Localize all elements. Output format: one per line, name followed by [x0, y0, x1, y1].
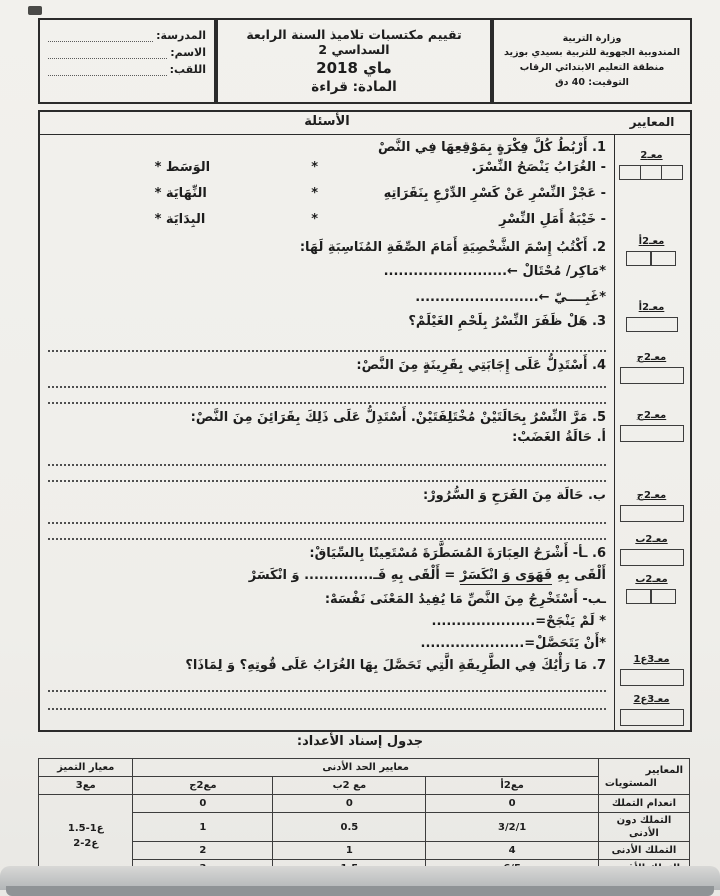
match-row [48, 212, 606, 227]
exam-subject: المادة: قراءة [311, 79, 397, 95]
question-3-title: 3. هَلْ ظَفَرَ النِّسْرُ بِلَحْمِ الغَيْلَمْ؟ [408, 314, 606, 329]
grades-corner-levels: المستويات [604, 777, 657, 789]
criteria-item: معـ3ع1 [619, 654, 684, 686]
questions-header: الأسئلة [304, 114, 350, 129]
match-place: * النِّهَايَة [154, 186, 207, 201]
excellence-criteria-header: معيار التميز [39, 759, 133, 777]
level-label: التملك دون الأدنى [598, 813, 689, 842]
answer-line [48, 402, 606, 404]
answer-line [48, 350, 606, 352]
question-6a-title: 6. ـأ- أَشْرَحُ العِبَارَةَ المُسَطَّرَةَ مُسْتَعِينًا بِالسِّيَاقْ: [309, 546, 606, 561]
min-criteria-header: معايير الحد الأدنى [133, 759, 598, 777]
grade-value: 0 [273, 795, 426, 813]
question-7-title: 7. مَا رَأْيُكَ فِي الطَّرِيقَةِ الَّتِي تَحَصَّلَ بِهَا الغُرَابُ عَلَى قُوتِهِ؟ وَ لِمَاذَا؟ [185, 658, 606, 673]
excellence-value: ع2‏-‏2 [73, 838, 99, 849]
duration-line: التوقيت: 40 دق [555, 76, 629, 88]
answer-line [48, 480, 606, 482]
criteria-item: معـ3ع2 [619, 694, 684, 726]
grades-corner-cell [598, 759, 689, 795]
ministry-line: وزارة التربية [562, 32, 622, 44]
school-field [48, 29, 206, 42]
first-name-blank-line [48, 47, 167, 59]
match-idea: - عَجْزْ النِّسْرِ عَنْ كَسْرِ الدِّرْعِ بِنَقَرَاتِهِ [383, 186, 606, 201]
criteria-column [614, 134, 690, 730]
question-6-item: *أَنْ يَتَحَصَّلْ=..................... [420, 636, 606, 651]
question-6-item: * لَمْ يَنْجَحْ=..................... [431, 614, 606, 629]
question-4-title: 4. أَسْتَدِلُّ عَلَى إِجَابَتِي بِقَرِينَةٍ مِنَ النَّصْ: [356, 358, 606, 373]
question-5a-label: أ. حَالَةُ الغَضَبْ: [512, 430, 606, 445]
answer-line [48, 522, 606, 524]
score-box [619, 589, 684, 604]
score-box [619, 165, 684, 180]
exam-title: تقييم مكتسبات تلاميذ السنة الرابعة السداسي 2 [246, 27, 462, 57]
answer-line [48, 386, 606, 388]
question-5b-label: ب. حَالَة مِنَ الفَرَحِ وَ السُّرُورْ: [422, 488, 606, 503]
criteria-item: معـ2ج [619, 410, 684, 442]
answer-line [48, 708, 606, 710]
ministry-box [492, 18, 692, 104]
first-name-label: الاسم: [170, 46, 206, 59]
match-row [48, 160, 606, 175]
answer-line [48, 538, 606, 540]
level-label: التملك الأدنى [598, 842, 689, 860]
scan-edge-shadow [6, 886, 714, 896]
grades-row [39, 842, 690, 860]
grades-col-header: مع3 [39, 777, 133, 795]
question-6b-title: ـب- أَسْتَخْرِجُ مِنَ النَّصِّ مَا يُفِيدُ المَعْنَى نَفْسَهْ: [324, 592, 606, 607]
expression-post: = أَلْقَى بِهِ فَـ.............. وَ انْكَسَرْ [248, 568, 460, 583]
first-name-field [48, 46, 206, 59]
delegation-line: المندوبية الجهوية للتربية بسيدي بوزيد [504, 47, 680, 59]
grade-value: 2 [133, 842, 273, 860]
criteria-item: معـ2ب [619, 574, 684, 604]
criteria-item: معـ2ج [619, 490, 684, 522]
match-row [48, 186, 606, 201]
grades-col-header: مع 2ب [273, 777, 426, 795]
criteria-item: معـ2ج [619, 352, 684, 384]
grade-value: 0.5 [273, 813, 426, 842]
grades-row [39, 813, 690, 842]
score-box [619, 251, 684, 266]
exam-title-box [216, 18, 492, 104]
expression-pre: أَلْقَى بِهِ [552, 568, 606, 583]
questions-table-header [40, 112, 690, 135]
grades-corner-criteria: المعايير [645, 764, 683, 776]
criteria-item: معـ2أ [619, 236, 684, 266]
last-name-blank-line [48, 64, 167, 76]
question-2-title: 2. أَكْتُبُ إِسْمَ الشَّخْصِيَةِ أَمَامَ الصِّفَةِ المُنَاسِبَةِ لَهَا: [299, 240, 606, 255]
score-box [619, 367, 684, 384]
school-label: المدرسة: [156, 29, 206, 42]
last-name-field [48, 63, 206, 76]
grades-col-header: مع2ج [133, 777, 273, 795]
questions-section [38, 110, 692, 732]
score-box [619, 425, 684, 442]
question-1-title: 1. أَرْبُطُ كُلَّ فِكْرَةٍ بِمَوْقِعِهَا فِي النَّصْ [378, 140, 606, 155]
question-2-item: *غَبِــــيّ ←......................... [415, 290, 606, 305]
criteria-item: معـ2أ [619, 302, 684, 332]
grade-value: 1 [133, 813, 273, 842]
question-6-expression [48, 566, 606, 585]
school-blank-line [48, 30, 153, 42]
question-2-item: *مَاكِر/ مُحْتَالْ ←......................... [383, 264, 606, 279]
score-box [619, 549, 684, 566]
scan-artifact [28, 6, 42, 15]
grades-table-title: جدول إسناد الأعداد: [296, 734, 424, 749]
score-box [619, 669, 684, 686]
grades-col-header: مع2أ [426, 777, 599, 795]
grade-value: 3/2/1 [426, 813, 599, 842]
answer-line [48, 464, 606, 466]
underlined-phrase: فَهَوَى وَ انْكَسَرْ [459, 568, 553, 583]
grade-value: 4 [426, 842, 599, 860]
match-place: * الوَسَط [154, 160, 211, 175]
match-place: * البِدَايَة [154, 212, 206, 227]
district-line: منطقة التعليم الابتدائي الرقاب [519, 62, 665, 73]
match-star-icon: * [311, 212, 318, 227]
score-box [619, 505, 684, 522]
match-idea: - الغُرَابُ يَنْصَحُ النِّسْرَ. [471, 160, 606, 175]
student-info-box [38, 18, 216, 104]
match-idea: - خَيْبَةُ أَمَلِ النِّسْرِ [499, 212, 606, 227]
score-box [619, 709, 684, 726]
questions-area [40, 134, 614, 730]
exam-date: ماي 2018 [316, 59, 392, 77]
exam-header [38, 18, 692, 104]
grade-value: 0 [133, 795, 273, 813]
grade-value: 0 [426, 795, 599, 813]
level-label: انعدام التملك [598, 795, 689, 813]
grades-table [38, 758, 690, 878]
match-star-icon: * [311, 186, 318, 201]
grades-row [39, 795, 690, 813]
last-name-label: اللقب: [169, 63, 206, 76]
question-5-title: 5. مَرَّ النِّسْرُ بِحَالَتَيْنْ مُخْتَلِفَتَيْنْ. أَسْتَدِلُّ عَلَى ذَلِكَ بِقَرَائِنَ مِنَ النَّصْ: [190, 410, 606, 425]
match-star-icon: * [311, 160, 318, 175]
grade-value: 1 [273, 842, 426, 860]
criteria-item: معـ2 [619, 150, 684, 180]
score-box [619, 317, 684, 332]
excellence-value: ع1‏-‏1.5 [67, 823, 104, 834]
criteria-header: المعايير [629, 115, 675, 129]
answer-line [48, 690, 606, 692]
criteria-item: معـ2ب [619, 534, 684, 566]
